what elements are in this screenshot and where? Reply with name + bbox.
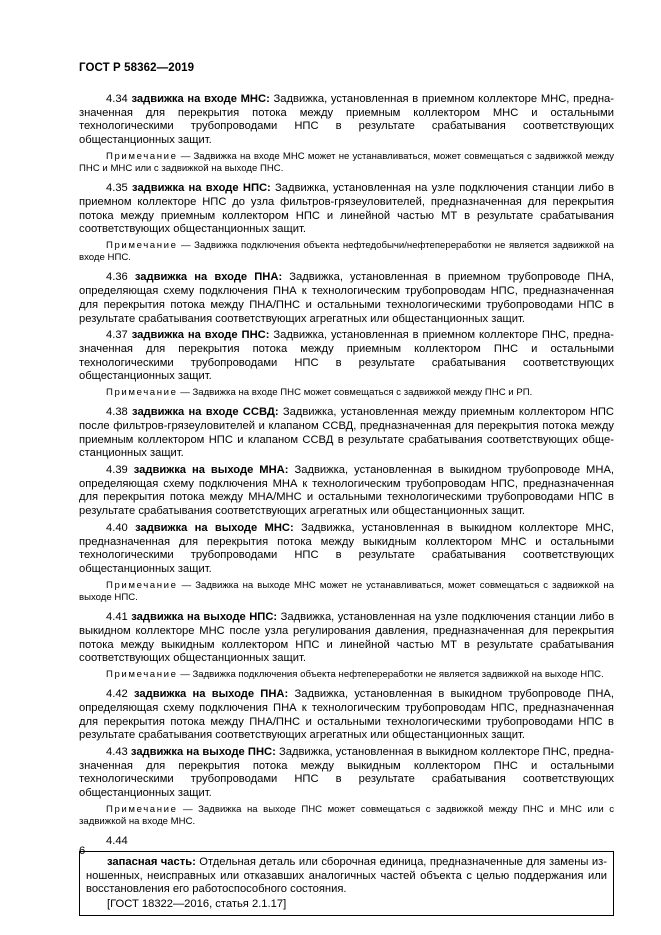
term-entry: [79, 182, 614, 237]
term-entry: [79, 464, 614, 519]
entry-term: задвижка на входе ПНС:: [131, 329, 270, 342]
note-label: Примечание: [106, 579, 178, 591]
term-entry: [79, 406, 614, 461]
term-entry: [79, 746, 614, 801]
entry-number: 4.43: [106, 745, 128, 758]
entry-number: 4.42: [106, 688, 128, 701]
note-text: — Задвижка подключения объекта нефтедобычи/нефтепереработки не является задвижкой на входе НПС.: [79, 240, 614, 264]
entry-number: 4.37: [106, 329, 128, 342]
note: [79, 669, 614, 681]
page-number: 6: [79, 845, 86, 857]
source-reference: [ГОСТ 18322—2016, статья 2.1.17]: [107, 897, 287, 910]
entry-definition: Задвижка, установленная в приемном трубопроводе ПНА, определяющая схему подключения ПНА к технологическим трубопроводам НПС, предназначенная для перекрытия потока между ПНА/ПНС и остальными технологическими трубопроводами НПС в результате срабатывания соответствующих агрегатных или общестанционных защит.: [79, 271, 615, 325]
entry-definition: Отдельная деталь или сборочная единица, предназначенные для замены изношенных, неисправных или отказавших аналогичных частей объекта с целью поддержания или восстановления его работоспособного состояния.: [86, 855, 608, 896]
entry-definition: Задвижка, установленная в выкидном коллекторе ПНС, предназначенная для перекрытия потока между выкидным коллектором ПНС и остальными технологическими трубопроводами НПС в результате срабатывания соответствующих общестанционных защит.: [79, 745, 615, 800]
note: [79, 804, 614, 828]
note-label: Примечание: [106, 387, 178, 399]
note: [79, 151, 614, 175]
entry-definition: Задвижка, установленная в приемном коллекторе ПНС, предназначенная для перекрытия потока между приемным коллектором ПНС и остальными технологическими трубопроводами НПС в результате срабатывания соответствующих общестанционных защит.: [79, 329, 614, 383]
entry-definition: Задвижка, установленная в приемном коллекторе МНС, предназначенная для перекрытия потока между приемным коллектором МНС и остальными технологическими трубопроводами НПС в результате срабатывания соответствующих общестанционных защит.: [79, 93, 615, 147]
entry-term: задвижка на выходе МНА:: [133, 464, 289, 477]
note: [79, 580, 614, 604]
note-text: — Задвижка на выходе ПНС может совмещаться с задвижкой между ПНС и МНС или с задвижкой на входе МНС.: [79, 803, 614, 827]
term-entry: [79, 271, 614, 326]
document-header: ГОСТ Р 58362—2019: [79, 62, 195, 74]
entry-number: 4.35: [106, 182, 128, 195]
note-text: — Задвижка на выходе МНС может не устанавливаться, может совмещаться с задвижкой на выходе НПС.: [79, 579, 614, 603]
note-text: — Задвижка на входе МНС может не устанавливаться, может совмещаться с задвижкой между ПНС и МНС или с задвижкой на выходе ПНС.: [79, 150, 614, 175]
note-label: Примечание: [106, 803, 178, 815]
entry-number: 4.38: [106, 406, 128, 419]
entry-term: задвижка на выходе ПНА:: [134, 688, 289, 701]
entry-number: 4.41: [106, 611, 128, 624]
entry-definition: Задвижка, установленная в выкидном трубопроводе МНА, определяющая схему подключения МНА к технологическим трубопроводам НПС, предназначенная для перекрытия потока между МНА/МНС и остальными технологическими трубопроводами НПС в результате срабатывания соответствующих агрегатных или общестанционных защит.: [79, 464, 615, 518]
entry-definition: Задвижка, установленная на узле подключения станции либо в выкидном коллекторе МНС после узла регулирования давления, предназначенная для перекрытия потока между выкидным коллектором НПС и линейной частью МТ в результате срабатывания соответствующих общестанционных защит.: [79, 611, 615, 665]
note-label: Примечание: [106, 240, 178, 252]
term-entry: [79, 688, 614, 743]
entry-term: запасная часть:: [107, 855, 196, 868]
entry-number: 4.39: [106, 464, 128, 477]
term-entry: [79, 93, 614, 148]
entry-number: 4.36: [106, 271, 128, 284]
entry-term: задвижка на выходе НПС:: [131, 611, 278, 624]
term-entry: [79, 329, 614, 384]
note-label: Примечание: [106, 668, 178, 680]
term-entry: [79, 611, 614, 666]
entry-number: 4.34: [106, 93, 128, 105]
entry-term: задвижка на выходе МНС:: [135, 521, 294, 534]
note-label: Примечание: [106, 150, 178, 162]
entry-term: задвижка на выходе ПНС:: [130, 745, 276, 758]
entry-number: 4.40: [106, 521, 128, 534]
entry-number: 4.44: [106, 835, 128, 848]
entry-term: задвижка на входе ССВД:: [132, 406, 279, 419]
note-text: — Задвижка на входе ПНС может совмещаться с задвижкой между ПНС и РП.: [177, 387, 533, 399]
quoted-definition-box: [79, 851, 614, 916]
term-entry: [79, 522, 614, 577]
entry-definition: Задвижка, установленная в выкидном коллекторе МНС, предназначенная для перекрытия потока между выкидным коллектором МНС и остальными технологическими трубопроводами НПС в результате срабатывания соответствующих общестанционных защит.: [79, 521, 615, 575]
entry-term: задвижка на входе МНС:: [131, 93, 270, 105]
entry-term: задвижка на входе НПС:: [132, 182, 271, 195]
entry-definition: Задвижка, установленная между приемным коллектором НПС после фильтров-грязеуловителей и клапаном ССВД, предназначенная для перекрытия потока между приемным коллектором НПС и клапаном ССВД в результате срабатывания соответствующих общестанционных защит.: [79, 406, 615, 460]
term-entry: [86, 856, 607, 897]
entry-definition: Задвижка, установленная на узле подключения станции либо в приемном коллекторе НПС до узла фильтров-грязеуловителей, предназначенная для перекрытия потока между приемным коллектором НПС и линейной частью МТ в результате срабатывания соответствующих общестанционных защит.: [79, 182, 615, 236]
document-body: [79, 93, 614, 916]
entry-term: задвижка на входе ПНА:: [134, 271, 283, 284]
entry-definition: Задвижка, установленная в выкидном трубопроводе ПНА, определяющая схему подключения ПНА к технологическим трубопроводам НПС, предназначенная для перекрытия потока между ПНА/ПНС и остальными технологическими трубопроводами НПС в результате срабатывания соответствующих агрегатных или общестанционных защит.: [79, 688, 615, 742]
note: [79, 240, 614, 264]
note: [79, 387, 614, 399]
note-text: — Задвижка подключения объекта нефтепереработки не является задвижкой на выходе НПС.: [177, 668, 604, 680]
